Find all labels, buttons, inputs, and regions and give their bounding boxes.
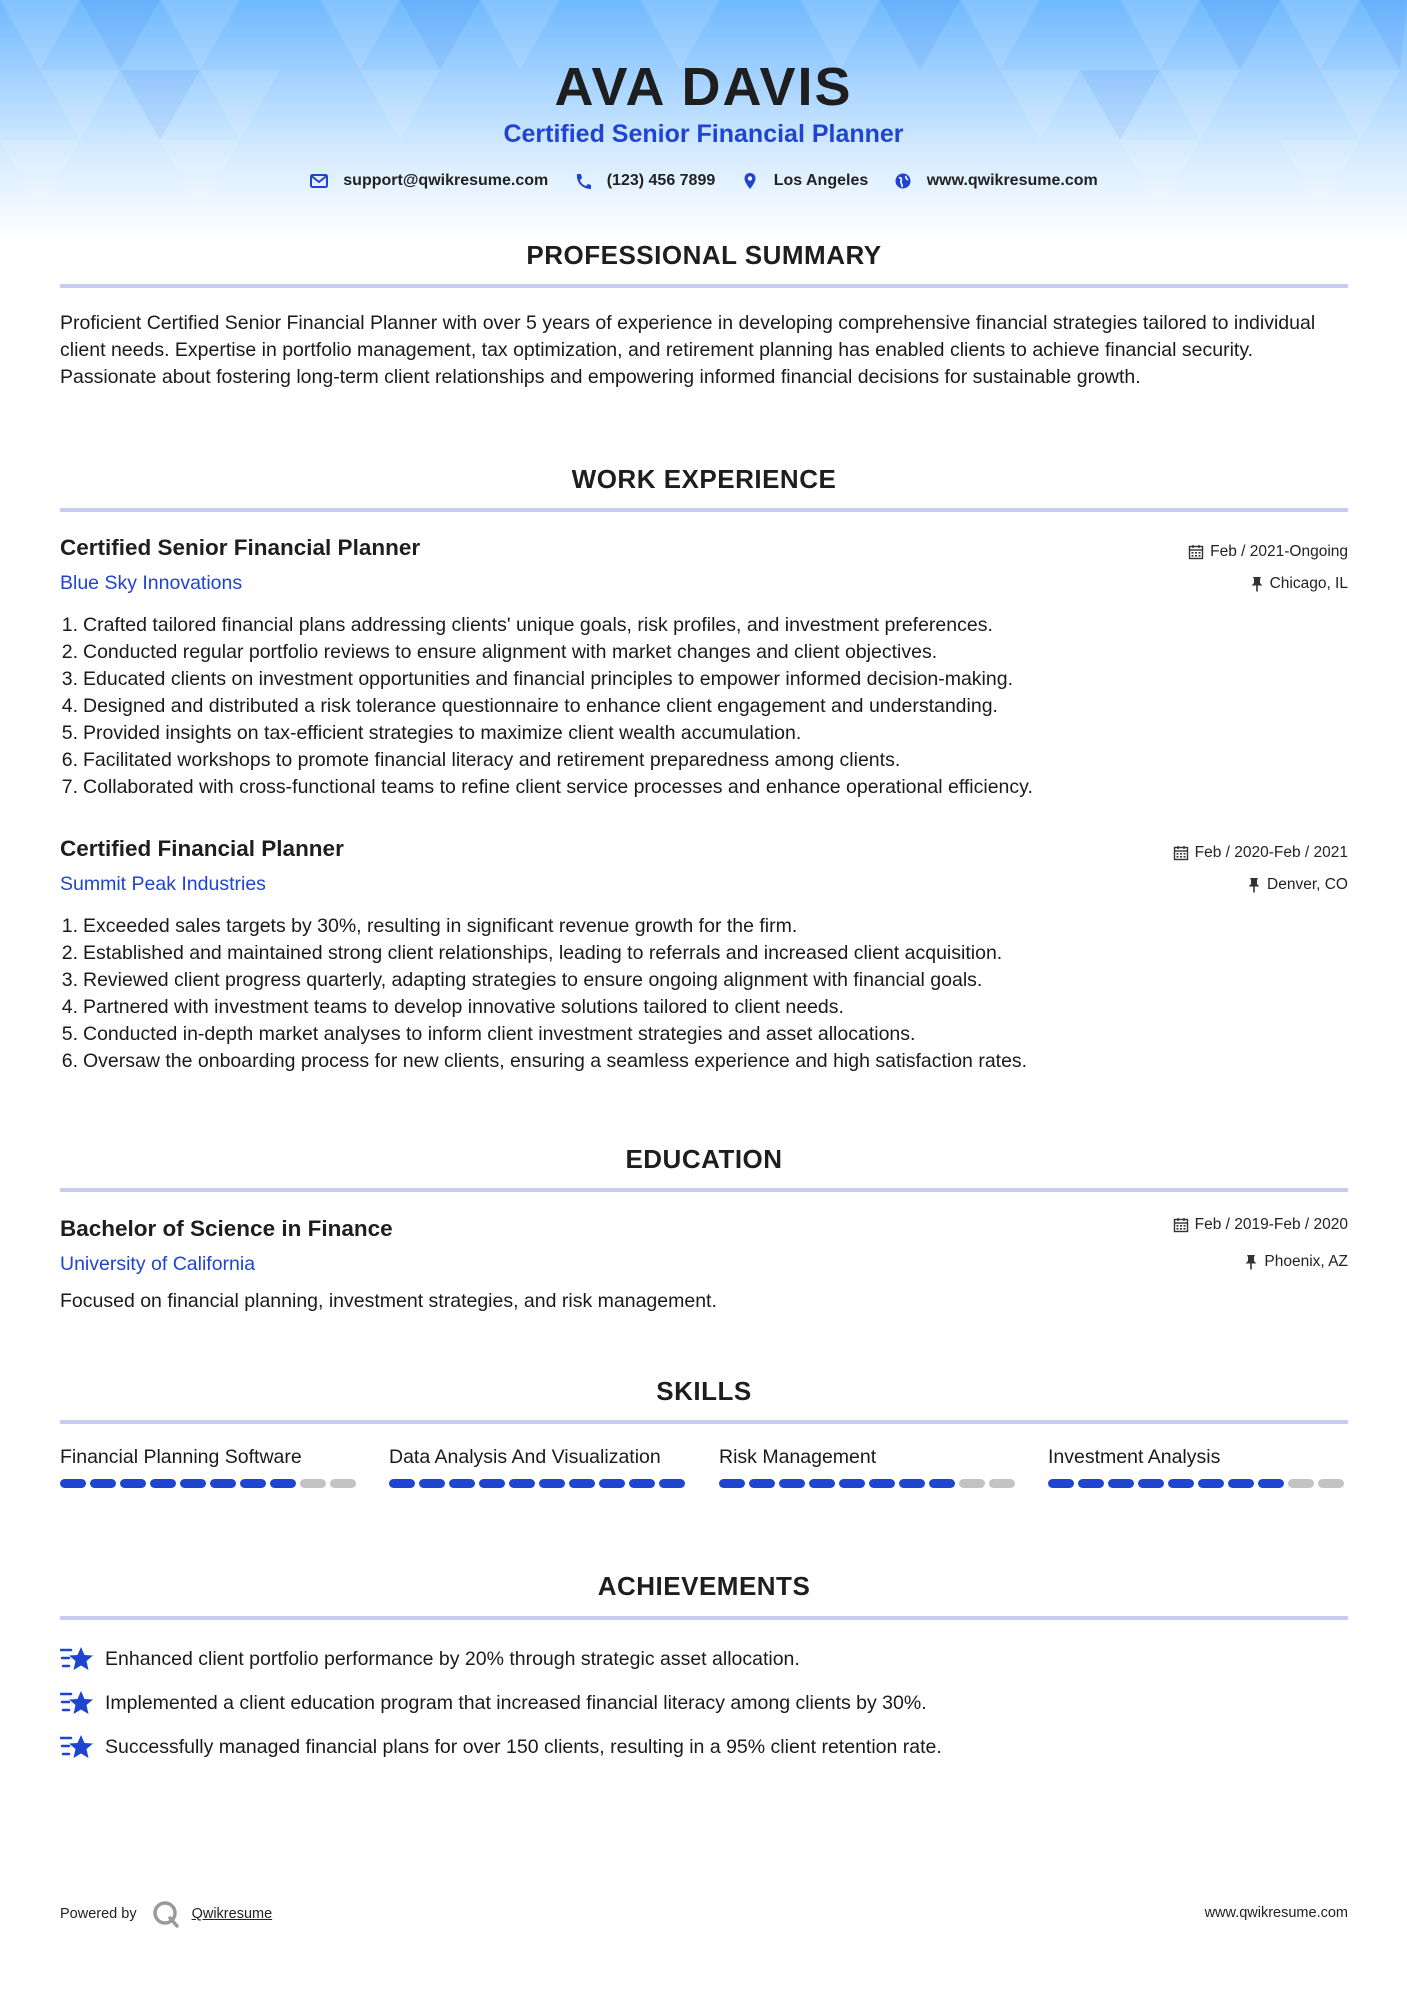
location-text: Los Angeles [773,172,869,189]
skill-dot-empty [959,1479,985,1488]
skills-divider [60,1420,1348,1424]
item-text: Educated clients on investment opportunities and financial principles to empower informed decision-making. [83,668,1014,690]
pushpin-icon [1244,1254,1258,1270]
skill-dot-filled [1168,1479,1194,1488]
item-text: Oversaw the onboarding process for new clients, ensuring a seamless experience and high satisfaction rates. [83,1050,1028,1072]
skill-name: Risk Management [719,1446,877,1468]
candidate-name: AVA DAVIS [554,57,853,117]
achievement-item [60,1644,800,1674]
item-number: 5. [61,722,78,744]
summary-heading: PROFESSIONAL SUMMARY [526,240,882,270]
contact-website[interactable] [893,172,1098,190]
skill-dot-empty [300,1479,326,1488]
star-icon [60,1644,94,1674]
item-text: Provided insights on tax-efficient strategies to maximize client wealth accumulation. [83,722,802,744]
job-dates [1173,844,1348,862]
skill-dot-filled [779,1479,805,1488]
location-text: Chicago, IL [1269,575,1348,592]
list-item [54,1021,1344,1048]
skill-dot-filled [389,1479,415,1488]
summary-text: Proficient Certified Senior Financial Planner with over 5 years of experience in developing comprehensive financial strategies tailored to individual client needs. Expertise in portfolio management, tax optimization, and retirement planning has enabled clients to achieve financial security. Passionate about fostering long-term client relationships and empowering informed financial decisions for sustainable growth. [60,312,1316,388]
skill-dot-filled [599,1479,625,1488]
item-number: 4. [61,996,78,1018]
skill-item [389,1444,689,1488]
achievement-item [60,1688,927,1718]
list-item [54,666,1344,693]
skill-dot-filled [150,1479,176,1488]
contact-location [740,172,869,190]
list-item [54,774,1344,801]
experience-heading: WORK EXPERIENCE [571,464,837,494]
list-item [54,967,1344,994]
degree-title: Bachelor of Science in Finance [60,1216,393,1241]
list-item [54,639,1344,666]
skill-dot-filled [1048,1479,1074,1488]
star-icon [60,1732,94,1762]
job-title: Certified Financial Planner [60,836,344,861]
skill-dot-filled [1108,1479,1134,1488]
list-item [54,994,1344,1021]
calendar-icon [1188,544,1204,560]
skill-dot-filled [449,1479,475,1488]
item-text: Conducted in-depth market analyses to inform client investment strategies and asset allocations. [83,1023,916,1045]
job-title: Certified Senior Financial Planner [60,535,421,560]
skills-heading: SKILLS [656,1376,752,1406]
contact-bar [0,172,1407,195]
achievement-text: Successfully managed financial plans for over 150 clients, resulting in a 95% client retention rate. [105,1735,942,1758]
phone-text: (123) 456 7899 [606,172,716,189]
skill-item [60,1444,360,1488]
calendar-icon [1173,845,1189,861]
powered-by-label: Powered by [60,1906,137,1922]
item-number: 2. [61,641,78,663]
resume-header [0,0,1407,240]
achievement-item [60,1732,942,1762]
skill-dot-empty [1288,1479,1314,1488]
skill-dot-filled [899,1479,925,1488]
skill-dot-empty [330,1479,356,1488]
qwikresume-logo-icon [152,1900,180,1928]
dates-text: Feb / 2021-Ongoing [1210,543,1348,560]
location-text: Phoenix, AZ [1264,1253,1348,1270]
list-item [54,1048,1344,1075]
skill-dot-filled [719,1479,745,1488]
achievement-text: Implemented a client education program that increased financial literacy among clients by 30%. [105,1691,927,1714]
location-text: Denver, CO [1267,876,1348,893]
globe-icon [893,172,913,190]
list-item [54,913,1344,940]
skill-dot-filled [509,1479,535,1488]
skill-dot-filled [869,1479,895,1488]
school-name: University of California [60,1253,256,1275]
job-dates [1188,543,1348,561]
skill-dot-filled [839,1479,865,1488]
contact-email[interactable] [309,172,548,190]
skill-name: Data Analysis And Visualization [389,1446,661,1468]
company-name: Summit Peak Industries [60,873,266,895]
list-item [54,612,1344,639]
skill-dot-filled [210,1479,236,1488]
company-name: Blue Sky Innovations [60,572,243,594]
skill-name: Financial Planning Software [60,1446,302,1468]
skill-dot-filled [659,1479,685,1488]
job-responsibilities [54,913,1344,1075]
skill-item [1048,1444,1348,1488]
phone-icon [573,172,593,190]
item-number: 7. [61,776,78,798]
skill-dot-filled [90,1479,116,1488]
website-text: www.qwikresume.com [926,172,1098,189]
item-number: 6. [61,1050,78,1072]
item-text: Partnered with investment teams to develop innovative solutions tailored to client needs. [83,996,844,1018]
dates-text: Feb / 2019-Feb / 2020 [1194,1216,1348,1233]
experience-divider [60,508,1348,512]
item-number: 1. [61,915,78,937]
list-item [54,693,1344,720]
item-number: 3. [61,668,78,690]
job-responsibilities [54,612,1344,801]
skill-dot-filled [1138,1479,1164,1488]
item-text: Designed and distributed a risk tolerance questionnaire to enhance client engagement and understanding. [83,695,998,717]
skill-dot-empty [1318,1479,1344,1488]
skill-dot-filled [629,1479,655,1488]
envelope-icon [309,172,329,190]
item-number: 5. [61,1023,78,1045]
star-icon [60,1688,94,1718]
footer-powered-by [60,1900,272,1928]
calendar-icon [1173,1217,1189,1233]
item-text: Exceeded sales targets by 30%, resulting in significant revenue growth for the firm. [83,915,798,937]
contact-phone[interactable] [573,172,716,190]
skill-dot-filled [270,1479,296,1488]
skill-dot-filled [60,1479,86,1488]
item-number: 2. [61,942,78,964]
achievement-text: Enhanced client portfolio performance by 20% through strategic asset allocation. [105,1647,800,1670]
education-heading: EDUCATION [625,1144,783,1174]
skill-level-meter [60,1479,360,1488]
education-description: Focused on financial planning, investment strategies, and risk management. [60,1290,717,1312]
pushpin-icon [1247,877,1261,893]
skill-dot-filled [180,1479,206,1488]
skill-name: Investment Analysis [1048,1446,1221,1468]
skill-dot-filled [479,1479,505,1488]
summary-divider [60,284,1348,288]
map-pin-icon [740,172,760,190]
skill-dot-filled [809,1479,835,1488]
skill-level-meter [1048,1479,1348,1488]
item-number: 1. [61,614,78,636]
skill-dot-filled [240,1479,266,1488]
brand-link[interactable]: Qwikresume [191,1906,273,1922]
pushpin-icon [1250,576,1264,592]
dates-text: Feb / 2020-Feb / 2021 [1194,844,1348,861]
item-text: Established and maintained strong client relationships, leading to referrals and increased client acquisition. [83,942,1003,964]
email-text: support@qwikresume.com [343,172,549,189]
skill-dot-filled [929,1479,955,1488]
item-text: Facilitated workshops to promote financial literacy and retirement preparedness among clients. [83,749,901,771]
job-location [1250,575,1348,593]
item-text: Reviewed client progress quarterly, adapting strategies to ensure ongoing alignment with financial goals. [83,969,983,991]
footer-website[interactable]: www.qwikresume.com [1204,1905,1348,1921]
education-dates [1173,1216,1348,1234]
achievements-heading: ACHIEVEMENTS [597,1571,811,1601]
item-number: 6. [61,749,78,771]
list-item [54,747,1344,774]
skill-dot-filled [1258,1479,1284,1488]
item-text: Crafted tailored financial plans addressing clients' unique goals, risk profiles, and investment preferences. [83,614,993,636]
skill-level-meter [389,1479,689,1488]
list-item [54,720,1344,747]
skill-dot-filled [120,1479,146,1488]
skill-dot-empty [989,1479,1015,1488]
achievements-divider [60,1616,1348,1620]
item-number: 4. [61,695,78,717]
job-location [1247,876,1348,894]
item-text: Conducted regular portfolio reviews to ensure alignment with market changes and client objectives. [83,641,938,663]
list-item [54,940,1344,967]
education-location [1244,1253,1348,1271]
item-text: Collaborated with cross-functional teams to refine client service processes and enhance operational efficiency. [83,776,1033,798]
education-divider [60,1188,1348,1192]
skill-dot-filled [1078,1479,1104,1488]
skill-dot-filled [569,1479,595,1488]
skill-dot-filled [1228,1479,1254,1488]
candidate-title: Certified Senior Financial Planner [503,120,904,148]
skill-dot-filled [539,1479,565,1488]
item-number: 3. [61,969,78,991]
skill-level-meter [719,1479,1019,1488]
skill-item [719,1444,1019,1488]
skill-dot-filled [1198,1479,1224,1488]
skill-dot-filled [749,1479,775,1488]
skill-dot-filled [419,1479,445,1488]
